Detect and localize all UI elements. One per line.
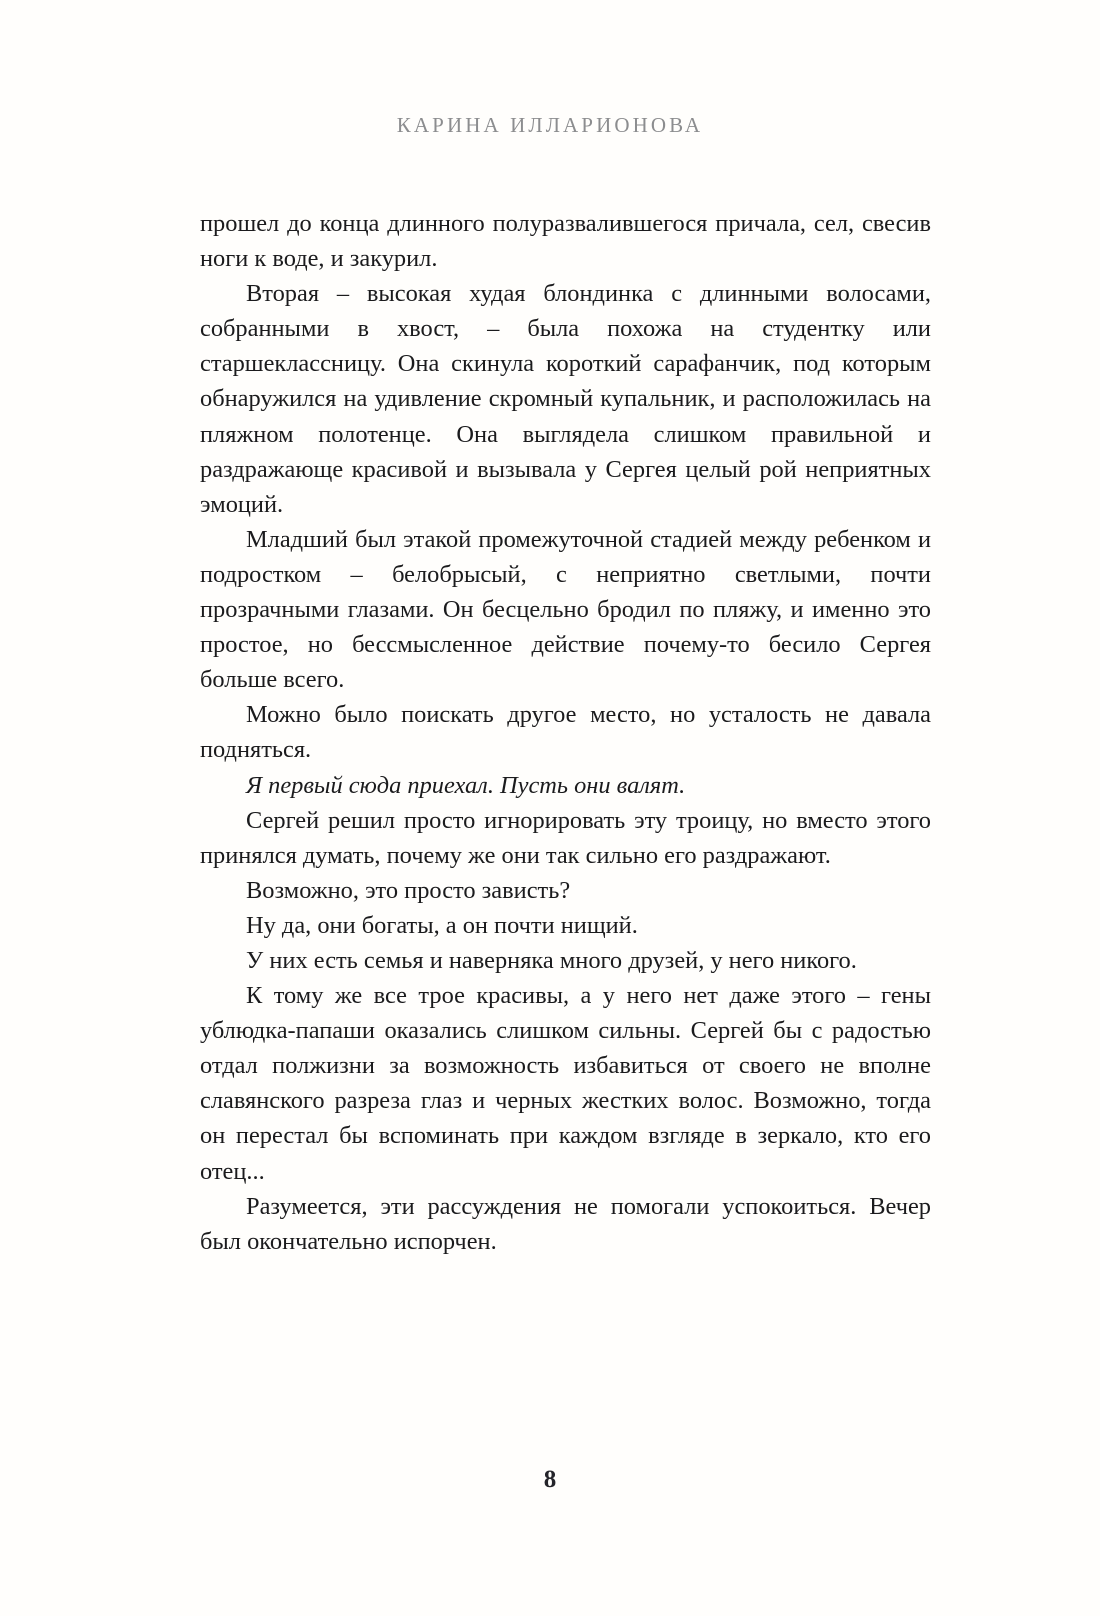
paragraph-inner-thought: Я первый сюда приехал. Пусть они валят. bbox=[246, 771, 686, 799]
paragraph: Возможно, это просто зависть? bbox=[246, 876, 571, 904]
paragraph: Ну да, они богаты, а он почти нищий. bbox=[246, 911, 638, 939]
paragraph: Сергей решил просто игнорировать эту троицу, но вместо этого принялся думать, почему же они так сильно его раздражают. bbox=[200, 806, 931, 869]
paragraph: Разумеется, эти рассуждения не помогали успокоиться. Вечер был окончательно испорчен. bbox=[200, 1192, 931, 1255]
running-head-author-name: КАРИНА ИЛЛАРИОНОВА bbox=[396, 113, 704, 137]
body-text-block bbox=[200, 206, 931, 1259]
paragraph: Вторая – высокая худая блондинка с длинными волосами, собранными в хвост, – была похожа на студентку или старшеклассницу. Она скинула короткий сарафанчик, под которым обнаружился на удивление скромный купальник, и расположилась на пляжном полотенце. Она выглядела слишком правильной и раздражающе красивой и вызывала у Сергея целый рой неприятных эмоций. bbox=[200, 280, 931, 518]
paragraph: К тому же все трое красивы, а у него нет даже этого – гены ублюдка-папаши оказались слишком сильны. Сергей бы с радостью отдал полжизни за возможность избавиться от своего не вполне славянского разреза глаз и черных жестких волос. Возможно, тогда он перестал бы вспоминать при каждом взгляде в зеркало, кто его отец... bbox=[200, 982, 931, 1185]
paragraph: Младший был этакой промежуточной стадией между ребенком и подростком – белобрысый, с неприятно светлыми, почти прозрачными глазами. Он бесцельно бродил по пляжу, и именно это простое, но бессмысленное действие почему-то бесило Сергея больше всего. bbox=[200, 525, 931, 694]
page-number: 8 bbox=[543, 1466, 557, 1493]
paragraph: прошел до конца длинного полуразвалившегося причала, сел, свесив ноги к воде, и закурил. bbox=[200, 210, 931, 273]
paragraph: У них есть семья и наверняка много друзей, у него никого. bbox=[246, 946, 857, 974]
paragraph: Можно было поискать другое место, но усталость не давала подняться. bbox=[200, 701, 931, 764]
